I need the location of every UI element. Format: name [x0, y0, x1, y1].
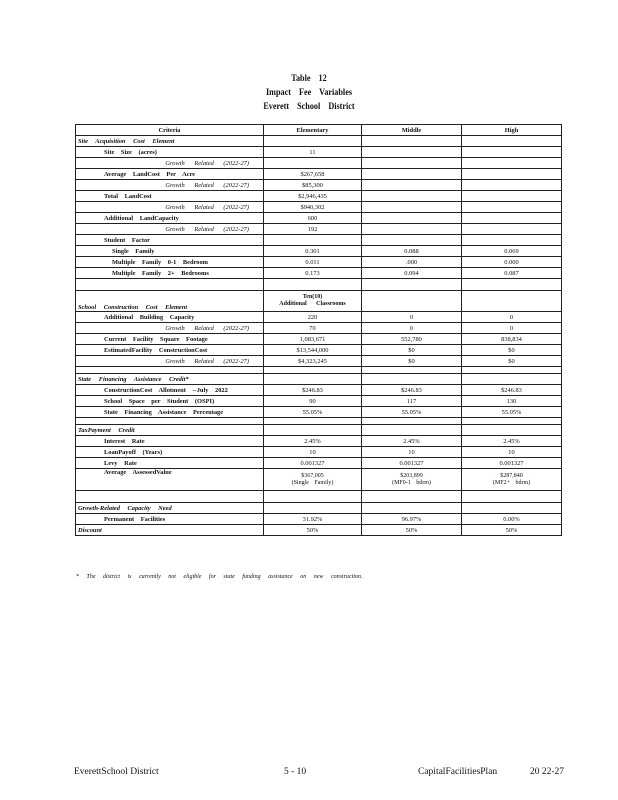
page-footer [74, 767, 564, 781]
table-row: Additional LandCapacity 600 [76, 213, 562, 224]
section-row [76, 425, 562, 436]
spacer-row [76, 367, 562, 374]
section-site-acquisition: Site Acquisition Cost Element [76, 136, 264, 147]
table-row: Multiple Family 2+ Bedrooms 0.173 0.094 0.087 [76, 268, 562, 279]
col-header-elementary: Elementary [264, 125, 362, 136]
table-row: School Space per Student (OSPI) 90 117 130 [76, 396, 562, 407]
title-line-3: Everett School District [263, 102, 355, 112]
table-row: Current Facility Square Footage 1,083,671 552,780 838,834 [76, 334, 562, 345]
section-state-financing: State Financing Assistance Credit* [76, 374, 264, 385]
section-row [76, 374, 562, 385]
table-row: Student Factor [76, 235, 562, 246]
footer-page-number: 5 - 10 [284, 767, 307, 777]
spacer-row [76, 279, 562, 291]
table-row: ConstructionCost Allotment --July 2022 $246.83 $246.83 $246.83 [76, 385, 562, 396]
table-row: Discount 50% 50% 50% [76, 525, 562, 536]
section-tax-payment: TaxPayment Credit [76, 425, 264, 436]
title-line-1: Table 12 [291, 74, 327, 84]
table-row: Growth Related (2022-27) $4,323,245 $0 $0 [76, 356, 562, 367]
section-row [76, 503, 562, 514]
table-row: Growth Related (2022-27) $940,302 [76, 202, 562, 213]
footer-plan-name: CapitalFacilitiesPlan [418, 767, 498, 777]
table-row: Interest Rate 2.45% 2.45% 2.45% [76, 436, 562, 447]
table-row: Site Size (acres) 11 [76, 147, 562, 158]
col-header-criteria: Criteria [76, 125, 264, 136]
table-row: Growth Related (2022-27) 70 0 0 [76, 323, 562, 334]
classrooms-header: Ten(10) Additional Classrooms [264, 291, 362, 312]
header-row [76, 125, 562, 136]
table-row: Additional Building Capacity 220 0 0 [76, 312, 562, 323]
table-row: LoanPayoff (Years) 10 10 10 [76, 447, 562, 458]
table-row: Total LandCost $2,946,435 [76, 191, 562, 202]
impact-fee-table [75, 124, 562, 536]
table-row: Growth Related (2022-27) 192 [76, 224, 562, 235]
spacer-row [76, 491, 562, 503]
section-school-construction: School Construction Cost Element [76, 291, 264, 312]
section-row [76, 291, 562, 312]
table-title [0, 72, 618, 114]
section-discount: Discount [76, 525, 264, 536]
table-row: Multiple Family 0-1 Bedroom 0.011 .000 0.000 [76, 257, 562, 268]
col-header-middle: Middle [362, 125, 462, 136]
footnote: * The district is currently not eligible for state funding assistance on new construction. [76, 574, 363, 580]
table-row: Average AssessedValue $367,005 (Single Family) $203,899 (MF0-1 bdrm) $287,840 (MF2+ bdrm) [76, 469, 562, 491]
section-growth-related: Growth-Related Capacity Need [76, 503, 264, 514]
table-row: EstimatedFacility ConstructionCost $13,544,000 $0 $0 [76, 345, 562, 356]
table-row: Average LandCost Per Acre $267,658 [76, 169, 562, 180]
title-line-2: Impact Fee Variables [265, 88, 353, 98]
table-row: Levy Rate 0.001327 0.001327 0.001327 [76, 458, 562, 469]
table-row: Growth Related (2022-27) $85,300 [76, 180, 562, 191]
table-row: Permanent Facilities 31.92% 96.97% 0.00% [76, 514, 562, 525]
table-row: State Financing Assistance Percentage 55.05% 55.05% 55.05% [76, 407, 562, 418]
table-row: Single Family 0.301 0.088 0.069 [76, 246, 562, 257]
table-row: Growth Related (2022-27) [76, 158, 562, 169]
col-header-high: High [462, 125, 562, 136]
spacer-row [76, 418, 562, 425]
footer-district: EverettSchool District [74, 767, 159, 777]
footer-years: 20 22-27 [529, 767, 564, 777]
section-row [76, 136, 562, 147]
